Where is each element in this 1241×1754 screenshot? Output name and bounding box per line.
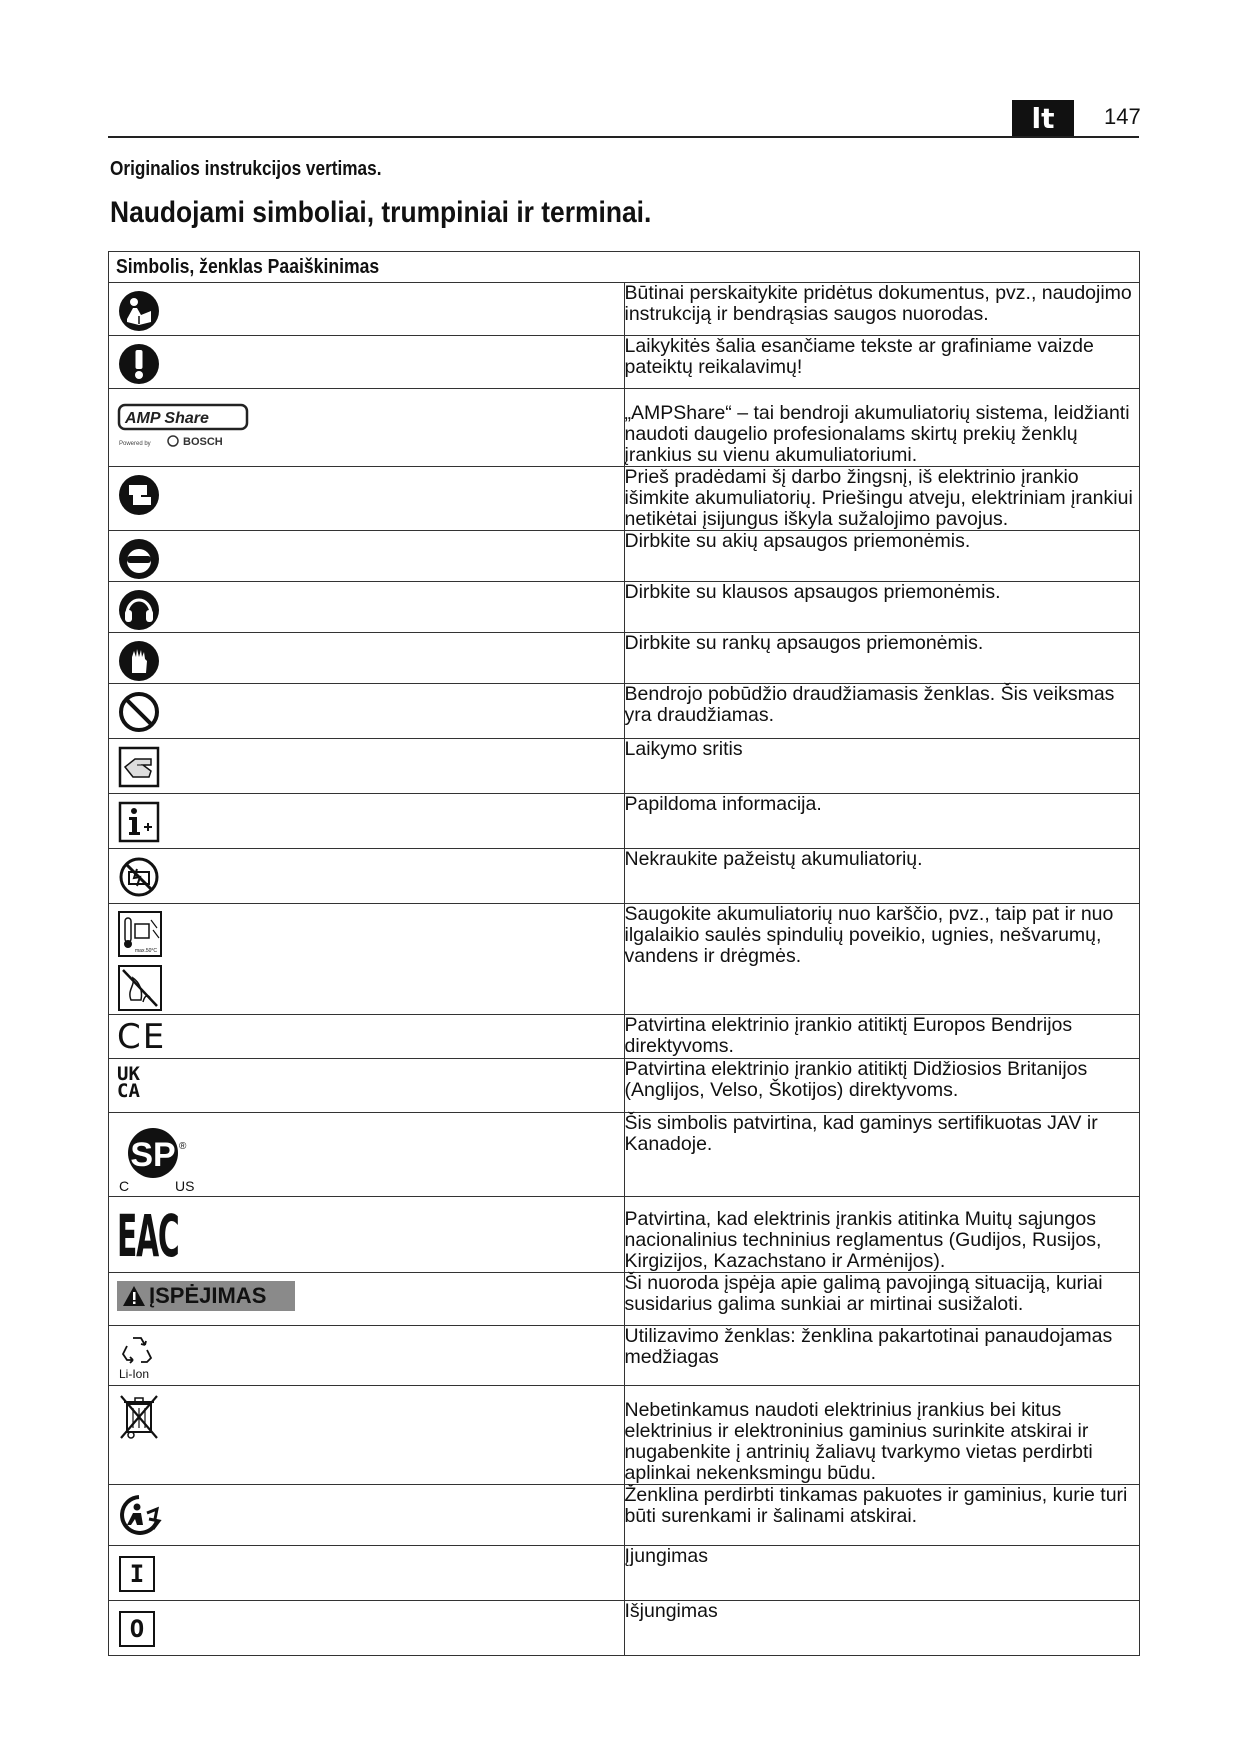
warning-exclamation-icon	[117, 342, 161, 386]
warning-label-icon: ĮSPĖJIMAS	[117, 1281, 295, 1311]
page-number: 147	[1104, 104, 1141, 129]
symbol-cell	[109, 467, 625, 531]
symbol-cell	[109, 283, 625, 336]
eye-protection-icon	[117, 537, 161, 581]
table-row	[109, 1059, 1140, 1113]
explanation-cell: Išjungimas	[624, 1601, 1140, 1656]
prohibition-icon	[117, 690, 161, 734]
symbol-cell	[109, 1197, 625, 1273]
symbol-cell	[109, 1601, 625, 1656]
page-title: Naudojami simboliai, trumpiniai ir terminai.	[110, 196, 652, 229]
table-header-row	[109, 252, 1140, 283]
svg-text:SP: SP	[130, 1136, 176, 1174]
explanation-cell: Ženklina perdirbti tinkamas pakuotes ir gaminius, kurie turi būti surenkami ir šalinami atskirai.	[624, 1485, 1140, 1546]
table-row	[109, 336, 1140, 389]
explanation-cell: Ši nuoroda įspėja apie galimą pavojingą situaciją, kuriai susidarius galima sunkiai ar mirtinai susižaloti.	[624, 1273, 1140, 1326]
symbol-cell	[109, 633, 625, 684]
table-row	[109, 904, 1140, 1015]
explanation-cell: Laikykitės šalia esančiame tekste ar grafiniame vaizde pateiktų reikalavimų!	[624, 336, 1140, 389]
explanation-cell: Dirbkite su klausos apsaugos priemonėmis.	[624, 582, 1140, 633]
table-row	[109, 1601, 1140, 1656]
header-rule	[108, 136, 1139, 138]
table-header	[109, 252, 1140, 283]
table-row	[109, 1326, 1140, 1386]
table-row	[109, 849, 1140, 904]
explanation-cell: Bendrojo pobūdžio draudžiamasis ženklas. Šis veiksmas yra draudžiamas.	[624, 684, 1140, 739]
grip-area-icon	[117, 745, 161, 789]
table-row	[109, 684, 1140, 739]
explanation-cell: Prieš pradėdami šį darbo žingsnį, iš elektrinio įrankio išimkite akumuliatorių. Priešingu atveju, elektriniam įrankiui netikėtai įsijungus iškyla sužalojimo pavojus.	[624, 467, 1140, 531]
table-row	[109, 1546, 1140, 1601]
crossed-bin-icon	[117, 1392, 161, 1442]
svg-text:BOSCH: BOSCH	[183, 436, 223, 448]
csa-mark-icon	[117, 1119, 207, 1195]
language-badge: lt	[1012, 100, 1074, 138]
table-row	[109, 1386, 1140, 1485]
symbols-table	[108, 251, 1140, 1656]
symbol-cell	[109, 1273, 625, 1326]
symbol-cell	[109, 389, 625, 467]
explanation-cell: Patvirtina elektrinio įrankio atitiktį Europos Bendrijos direktyvoms.	[624, 1015, 1140, 1059]
symbol-cell	[109, 1326, 625, 1386]
explanation-cell: Papildoma informacija.	[624, 794, 1140, 849]
read-manual-icon	[117, 289, 161, 333]
table-row	[109, 1015, 1140, 1059]
remove-battery-icon	[117, 473, 161, 517]
table-row	[109, 794, 1140, 849]
explanation-cell: Utilizavimo ženklas: ženklina pakartotinai panaudojamas medžiagas	[624, 1326, 1140, 1386]
ukca-mark-icon: UK CA	[117, 1063, 140, 1102]
triman-recycling-icon	[117, 1491, 165, 1539]
explanation-cell: Nekraukite pažeistų akumuliatorių.	[624, 849, 1140, 904]
symbol-cell	[109, 336, 625, 389]
table-row	[109, 633, 1140, 684]
svg-text:AMP Share: AMP Share	[125, 410, 209, 427]
symbol-cell	[109, 739, 625, 794]
info-plus-icon	[117, 800, 161, 844]
symbol-cell	[109, 1113, 625, 1197]
symbol-cell	[109, 531, 625, 582]
warning-triangle-icon	[121, 1284, 147, 1308]
symbol-cell	[109, 1059, 625, 1113]
no-charge-damaged-battery-icon	[117, 855, 161, 899]
table-row	[109, 531, 1140, 582]
battery-heat-protection-icon	[117, 910, 165, 1012]
explanation-cell: Būtinai perskaitykite pridėtus dokumentus, pvz., naudojimo instrukciją ir bendrąsias saugos nuorodas.	[624, 283, 1140, 336]
explanation-cell: „AMPShare“ – tai bendroji akumuliatorių sistema, leidžianti naudoti daugelio profesionalams skirtų prekių ženklų įrankius su vienu akumuliatoriumi.	[624, 389, 1140, 467]
symbol-cell	[109, 1015, 625, 1059]
explanation-cell: Patvirtina elektrinio įrankio atitiktį Didžiosios Britanijos (Anglijos, Velso, Škotijos) direktyvoms.	[624, 1059, 1140, 1113]
table-row	[109, 283, 1140, 336]
table-row	[109, 1197, 1140, 1273]
eac-mark-icon: EAC	[117, 1203, 179, 1271]
table-row	[109, 1113, 1140, 1197]
power-on-icon: I	[119, 1556, 155, 1592]
table-row	[109, 1273, 1140, 1326]
power-off-icon: O	[119, 1611, 155, 1647]
symbol-cell	[109, 684, 625, 739]
svg-text:max.50°C: max.50°C	[135, 948, 158, 954]
symbol-cell	[109, 794, 625, 849]
table-row	[109, 582, 1140, 633]
explanation-cell: Dirbkite su rankų apsaugos priemonėmis.	[624, 633, 1140, 684]
ampshare-logo-icon	[117, 395, 257, 451]
column-header-explanation: Paaiškinimas	[267, 256, 380, 278]
ear-protection-icon	[117, 588, 161, 632]
explanation-cell: Saugokite akumuliatorių nuo karščio, pvz., taip pat ir nuo ilgalaikio saulės spindulių poveikio, ugnies, nešvarumų, vandens ir drėgmės.	[624, 904, 1140, 1015]
symbol-cell	[109, 1386, 625, 1485]
svg-text:Li-Ion: Li-Ion	[119, 1367, 150, 1381]
symbol-cell	[109, 849, 625, 904]
document-subtitle: Originalios instrukcijos vertimas.	[110, 158, 382, 180]
table-row	[109, 739, 1140, 794]
svg-text:C: C	[119, 1178, 130, 1194]
explanation-cell: Laikymo sritis	[624, 739, 1140, 794]
svg-text:Powered by: Powered by	[119, 441, 151, 447]
table-row	[109, 1485, 1140, 1546]
table-row	[109, 467, 1140, 531]
ce-mark-icon: CE	[117, 1017, 167, 1057]
explanation-cell: Įjungimas	[624, 1546, 1140, 1601]
explanation-cell: Nebetinkamus naudoti elektrinius įrankius bei kitus elektrinius ir elektroninius gaminius surinkite atskirai ir nugabenkite į antrinių žaliavų tvarkymo vietas perdirbti aplinkai nekenksmingu būdu.	[624, 1386, 1140, 1485]
explanation-cell: Šis simbolis patvirtina, kad gaminys sertifikuotas JAV ir Kanadoje.	[624, 1113, 1140, 1197]
svg-text:US: US	[175, 1178, 195, 1194]
symbol-cell	[109, 904, 625, 1015]
explanation-cell: Patvirtina, kad elektrinis įrankis atitinka Muitų sąjungos nacionalinius techninius reglamentus (Gudijos, Rusijos, Kirgizijos, Kazachstano ir Armėnijos).	[624, 1197, 1140, 1273]
hand-protection-icon	[117, 639, 161, 683]
symbol-cell	[109, 1485, 625, 1546]
symbol-cell	[109, 582, 625, 633]
table-row	[109, 389, 1140, 467]
svg-text:®: ®	[179, 1141, 187, 1152]
explanation-cell: Dirbkite su akių apsaugos priemonėmis.	[624, 531, 1140, 582]
symbol-cell	[109, 1546, 625, 1601]
recycling-li-ion-icon	[117, 1332, 161, 1384]
column-header-symbol: Simbolis, ženklas	[116, 256, 263, 278]
